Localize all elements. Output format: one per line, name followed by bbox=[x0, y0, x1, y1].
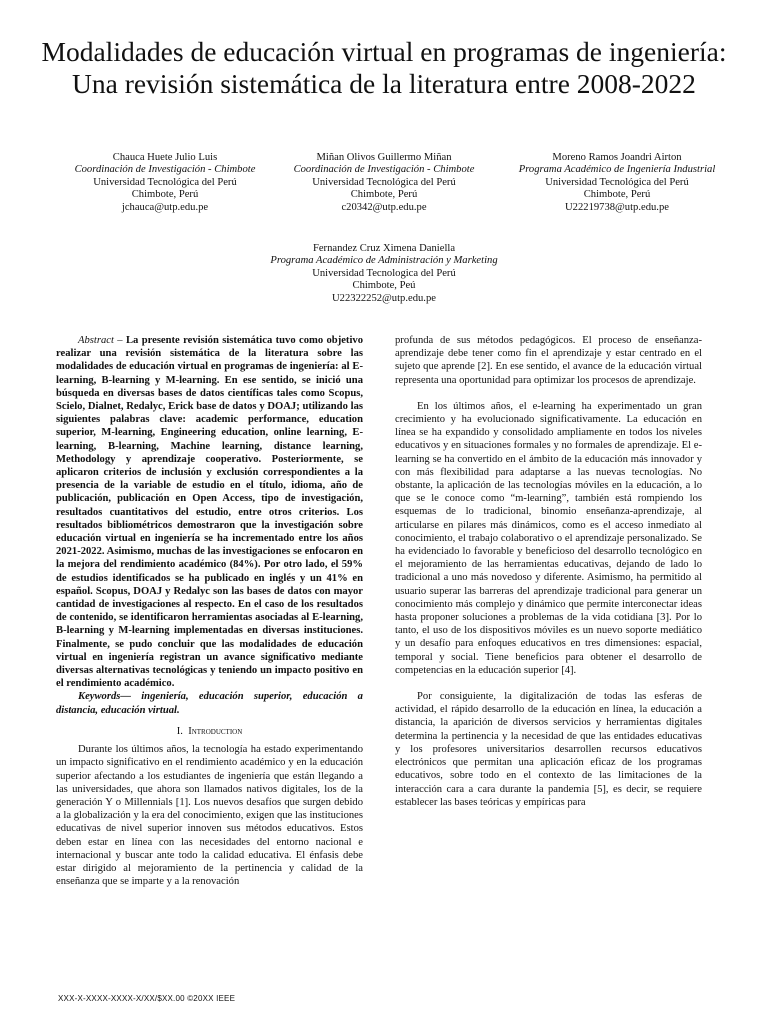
paragraph: En los últimos años, el e-learning ha experimentado un gran crecimiento y ha evolucionado significativamente. La educación en línea se ha expandido y consolidado ampliamente en todos los niveles educativos y en situaciones formales y no formales de aprendizaje. El e-learning se ha convertido en el ámbito de la educación más innovador y con más flexibilidad para adaptarse a las nuevas tecnologías. No obstante, la aplicación de las tecnologías móviles en la educación, a lo que se le conoce como “m-learning”, también está rompiendo los esquemas de lo tradicional, binomio enseñanza-aprendizaje, al articularse en pilares más dinámicos, como es el acceso inmediato al conocimiento, el trabajo colaborativo o el aprendizaje personalizado. Se ha evidenciado lo favorable y beneficioso del desarrollo tecnológico en el mejoramiento de las herramientas educativas, dejando de lado lo tradicional a uno más novedoso y diferente. Asimismo, ha permitido al usuario superar las barreras del aprendizaje tradicional para generar un conocimiento más complejo y dinámico que permite interconectar ideas hasta proponer soluciones a problemas de la vida cotidiana [3]. Por lo tanto, el uso de los dispositivos móviles es un nuevo soporte mediático y un desafío para enfoques educativos en tres dimensiones: espacial, temporal y social. Tiene beneficios para obtener el desarrollo de competencias en la educación superior [4]. bbox=[395, 400, 702, 676]
paragraph: Durante los últimos años, la tecnología ha estado experimentando un impacto significativo en el rendimiento académico y en la educación superior afectando a los estudiantes de ingeniería que están llegando a las universidades, que ahora son llamados nativos digitales, los de la generación Y o Millennials [1]. Los nuevos desafíos que surgen debido a la globalización y la era del conocimiento, exigen que las instituciones educativas de nivel superior innoven sus métodos educativos. Estos deben estar en línea con las necesidades del entorno nacional e internacional y buscar ante todo la calidad educativa. El énfasis debe estar dirigido al mejoramiento de la pertinencia y calidad de la enseñanza que se imparte y a la renovación bbox=[56, 744, 363, 888]
author-name: Miñan Olivos Guillermo Miñan bbox=[316, 152, 452, 163]
author-city: Chimbote, Perú bbox=[583, 189, 651, 201]
author-org: Programa Académico de Administración y Marketing bbox=[270, 255, 498, 267]
author-city: Chimbote, Perú bbox=[131, 189, 199, 201]
author-email: jchauca@utp.edu.pe bbox=[121, 201, 209, 213]
author-block bbox=[47, 152, 283, 214]
author-city: Chimbote, Peú bbox=[352, 280, 416, 292]
author-block bbox=[266, 243, 502, 305]
section-title: Introduction bbox=[188, 725, 243, 737]
author-org: Coordinación de Investigación - Chimbote bbox=[293, 164, 475, 176]
paper-title: Modalidades de educación virtual en programas de ingeniería: Una revisión sistemática de la literatura entre 2008-2022 bbox=[41, 36, 727, 99]
author-org: Programa Académico de Ingeniería Industrial bbox=[518, 164, 716, 176]
copyright-footer: XXX-X-XXXX-XXXX-X/XX/$XX.00 ©20XX IEEE bbox=[58, 994, 236, 1003]
keywords-text: ingeniería, educación superior, educación a distancia, educación virtual. bbox=[56, 691, 363, 716]
paragraph-gap bbox=[395, 387, 702, 400]
author-email: U22322252@utp.edu.pe bbox=[332, 292, 436, 304]
author-name: Chauca Huete Julio Luis bbox=[112, 152, 218, 163]
section-heading bbox=[56, 725, 363, 738]
paragraph: profunda de sus métodos pedagógicos. El proceso de enseñanza-aprendizaje debe tener como fin el aprendizaje y estar centrado en el sujeto que aprende [2]. En ese sentido, el avance de la educación virtual representa una oportunidad para optimizar los procesos de aprendizaje. bbox=[395, 335, 702, 386]
right-column bbox=[395, 334, 702, 809]
author-affiliation: Universidad Tecnológica del Perú bbox=[93, 176, 237, 188]
author-affiliation: Universidad Tecnologica del Perú bbox=[312, 267, 456, 279]
author-email: c20342@utp.edu.pe bbox=[341, 201, 427, 213]
abstract-text: La presente revisión sistemática tuvo como objetivo realizar una revisión sistemática de la literatura sobre las modalidades de educación virtual en programas de ingeniería: al E-learning, B-learning y M-learning. En ese sentido, se inició una búsqueda en diversas bases de datos científicas tales como Scopus, Scielo, Dialnet, Redalyc, Erick base de datos y DOAJ; utilizando las siguientes palabras clave: academic performance, education superior, M-learning, Engineering education, online learning, E-learning, B-learning, Machine learning, distance learning, Methodology y aprendizaje cooperativo. Posteriormente, se aplicaron criterios de inclusión y exclusión correspondientes a la presencia de la variable de estudio en el título, idioma, año de publicación, publicación en Open Access, tipo de investigación, resultados cuantitativos del estudio, entre otros criterios. Los resultados bibliométricos demostraron que la investigación sobre educación virtual en ingeniería se ha incrementado entre los años 2021-2022. Asimismo, muchas de las investigaciones se enfocaron en la mejora del rendimiento académico (84%). Por otro lado, el 59% de estudios identificados se ha publicado en inglés y un 41% en español. Scopus, DOAJ y Redalyc son las bases de datos con mayor cantidad de investigaciones al respecto. En el caso de los resultados de contenido, se identificaron herramientas asociadas al E-learning, B-learning y M-learning implementadas en diversas instituciones. Finalmente, se pudo concluir que las modalidades de educación virtual en ingeniería registran un avance significativo mediante diversas alternativas tecnológicas y teniendo un impacto positivo en el rendimiento académico. bbox=[56, 335, 363, 690]
keywords bbox=[56, 690, 363, 716]
author-org: Coordinación de Investigación - Chimbote bbox=[74, 164, 256, 176]
paragraph: Por consiguiente, la digitalización de todas las esferas de actividad, el rápido desarrollo de la educación en línea, la educación a distancia, la aparición de diversos servicios y herramientas digitales determina la pertinencia y la necesidad de que las entidades educativas y los profesores universitarios desarrollen recursos educativos electrónicos que permitan una aplicación eficaz de los programas educativos, sobre todo en el contexto de las limitaciones de la interacción cara a cara durante la pandemia [5], es decir, se requiere establecer las bases teóricas y empíricas para bbox=[395, 691, 702, 808]
abstract bbox=[56, 334, 363, 690]
author-block bbox=[499, 152, 735, 214]
left-column bbox=[56, 334, 363, 888]
author-block bbox=[266, 152, 502, 214]
author-name: Moreno Ramos Joandri Airton bbox=[552, 152, 682, 163]
author-affiliation: Universidad Tecnológica del Perú bbox=[312, 176, 456, 188]
keywords-label: Keywords— bbox=[78, 691, 131, 703]
author-city: Chimbote, Perú bbox=[350, 189, 418, 201]
author-email: U22219738@utp.edu.pe bbox=[565, 201, 669, 213]
author-name: Fernandez Cruz Ximena Daniella bbox=[312, 243, 456, 254]
paragraph-gap bbox=[395, 677, 702, 690]
abstract-label: Abstract – bbox=[78, 335, 123, 346]
author-affiliation: Universidad Tecnológica del Perú bbox=[545, 176, 689, 188]
section-number: I. bbox=[176, 725, 183, 737]
